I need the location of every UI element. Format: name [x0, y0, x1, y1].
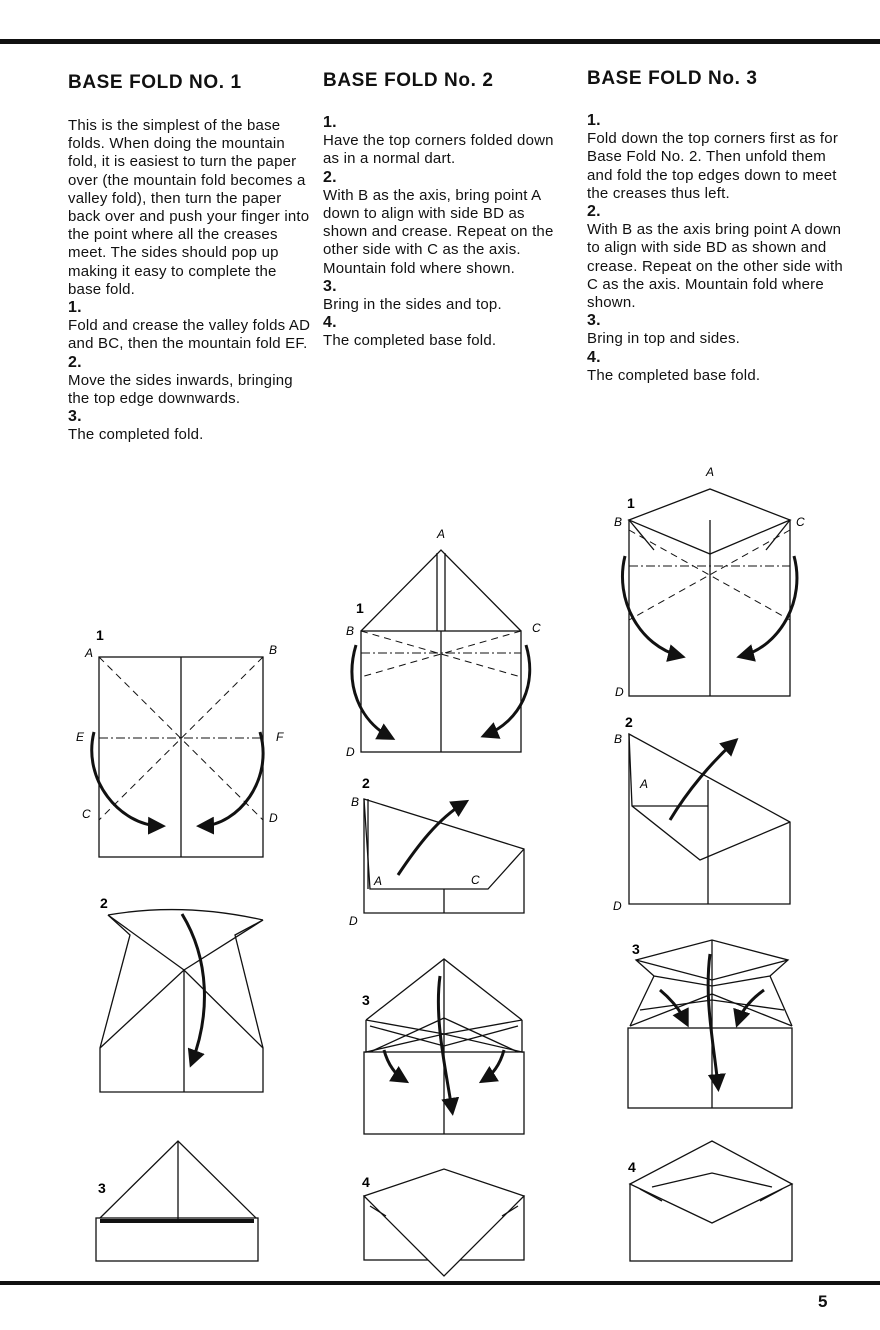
point-label-b: B [614, 732, 623, 746]
step-label: 3 [98, 1180, 106, 1196]
step-text: The completed base fold. [587, 366, 761, 384]
point-label-a: A [437, 527, 446, 541]
step-text: Bring in the sides and top. [323, 296, 502, 314]
curved-arrow-left-icon [622, 556, 680, 656]
point-label-a: A [706, 465, 715, 479]
point-label-d: D [615, 685, 624, 699]
folded-top [361, 550, 521, 631]
point-label-e: E [76, 730, 85, 744]
step-label: 1 [356, 600, 364, 616]
step-label: 2 [362, 775, 370, 791]
point-label-a: A [640, 777, 649, 791]
section-title: BASE FOLD No. 3 [587, 68, 758, 89]
step-label: 3 [362, 992, 370, 1008]
section-title: BASE FOLD No. 2 [323, 70, 494, 91]
step-label: 1 [96, 627, 104, 643]
step-label: 4 [362, 1174, 370, 1190]
page-number: 5 [818, 1292, 828, 1311]
arrow-right-in-icon [484, 1050, 504, 1080]
point-label-d: D [346, 745, 355, 759]
point-label-a: A [374, 874, 383, 888]
step-text: The completed fold. [68, 426, 204, 444]
instructions [587, 112, 847, 385]
step-number: 1. [68, 299, 82, 317]
step-text: Fold down the top corners first as for Base Fold No. 2. Then unfold them and fold the top edges down to meet the creases thus left. [587, 130, 839, 202]
step-number: 2. [323, 168, 337, 186]
diagram-fold3-step1 [600, 460, 820, 700]
diagram-fold2-step1 [320, 525, 560, 765]
step-number: 4. [587, 348, 601, 366]
point-label-d: D [269, 811, 278, 825]
arrow-left-in-icon [384, 1050, 404, 1080]
bottom-rule [0, 1281, 880, 1285]
curved-arrow-left-icon [92, 732, 160, 826]
point-label-b: B [269, 643, 278, 657]
step-number: 2. [68, 353, 82, 371]
step-label: 1 [627, 495, 635, 511]
step-label: 2 [100, 895, 108, 911]
step-text: Move the sides inwards, bringing the top edge downwards. [68, 371, 293, 408]
point-label-c: C [82, 807, 91, 821]
diagram-fold1-step1 [60, 620, 300, 870]
column-base-fold-1 [68, 72, 313, 445]
diagram-fold1-step2 [60, 890, 300, 1100]
point-label-f: F [276, 730, 284, 744]
curved-arrow-up-icon [670, 742, 734, 820]
point-label-b: B [614, 515, 623, 529]
diagram-fold2-step2 [340, 775, 540, 930]
curved-arrow-down-icon [438, 976, 452, 1110]
point-label-c: C [796, 515, 805, 529]
curved-arrow-down-icon [708, 954, 718, 1086]
diagram-fold3-step2 [600, 710, 820, 920]
step-text: With B as the axis, bring point A down to align with side BD as shown and crease. Repeat on the other side with C as the axis. Mountain fold where shown. [323, 186, 554, 277]
point-label-b: B [346, 624, 355, 638]
paper-outline [100, 915, 263, 1092]
folded-flap [364, 799, 524, 889]
intro-text: This is the simplest of the base folds. When doing the mountain fold, it is easiest to turn the paper over (the mountain fold becomes a valley fold), then turn the paper back over and push your finger into the point where all the creases meet. The sides should pop up making it easy to complete the base fold. [68, 117, 310, 298]
step-number: 3. [587, 312, 601, 330]
diagram-fold2-step4 [340, 1160, 540, 1280]
section-title: BASE FOLD NO. 1 [68, 72, 242, 93]
step-number: 3. [68, 408, 82, 426]
column-base-fold-3 [587, 68, 847, 385]
curved-arrow-right-icon [742, 556, 797, 656]
diagram-fold3-step4 [600, 1135, 820, 1270]
diagram-fold3-step3 [600, 930, 820, 1120]
point-label-b: B [351, 795, 360, 809]
step-text: Have the top corners folded down as in a normal dart. [323, 132, 554, 168]
point-label-c: C [471, 873, 480, 887]
step-number: 3. [323, 277, 337, 295]
curved-arrow-up-icon [398, 803, 464, 875]
curved-arrow-left-icon [352, 645, 390, 737]
step-text: With B as the axis bring point A down to align with side BD as shown and crease. Repeat on the other side with C as the axis. Mountain fold where shown. [587, 221, 843, 312]
column-base-fold-2 [323, 70, 573, 351]
step-label: 3 [632, 941, 640, 957]
point-label-a: A [85, 646, 94, 660]
folded-flap [629, 734, 790, 860]
point-label-c: C [532, 621, 541, 635]
diagram-fold2-step3 [340, 950, 540, 1140]
step-number: 4. [323, 314, 337, 332]
step-label: 4 [628, 1159, 636, 1175]
step-number: 2. [587, 203, 601, 221]
step-text: The completed base fold. [323, 332, 497, 350]
folded-flap [100, 1219, 254, 1223]
step-text: Fold and crease the valley folds AD and BC, then the mountain fold EF. [68, 317, 311, 353]
point-label-d: D [613, 899, 622, 913]
step-label: 2 [625, 714, 633, 730]
instructions [323, 114, 573, 351]
folded-top [630, 1141, 792, 1223]
paper-outline [629, 734, 790, 904]
point-label-d: D [349, 914, 358, 928]
step-number: 1. [587, 112, 601, 129]
step-number: 1. [323, 114, 337, 131]
top-rule [0, 39, 880, 44]
base-body [628, 1028, 792, 1108]
top-fold [108, 915, 263, 970]
curved-arrow-right-icon [202, 732, 263, 826]
base-body [96, 1218, 258, 1261]
side-folds [100, 970, 263, 1048]
step-text: Bring in top and sides. [587, 330, 741, 348]
curved-arrow-down-icon [182, 914, 204, 1062]
curved-arrow-right-icon [486, 645, 530, 735]
instructions [68, 117, 313, 445]
diagram-fold1-step3 [60, 1135, 300, 1270]
